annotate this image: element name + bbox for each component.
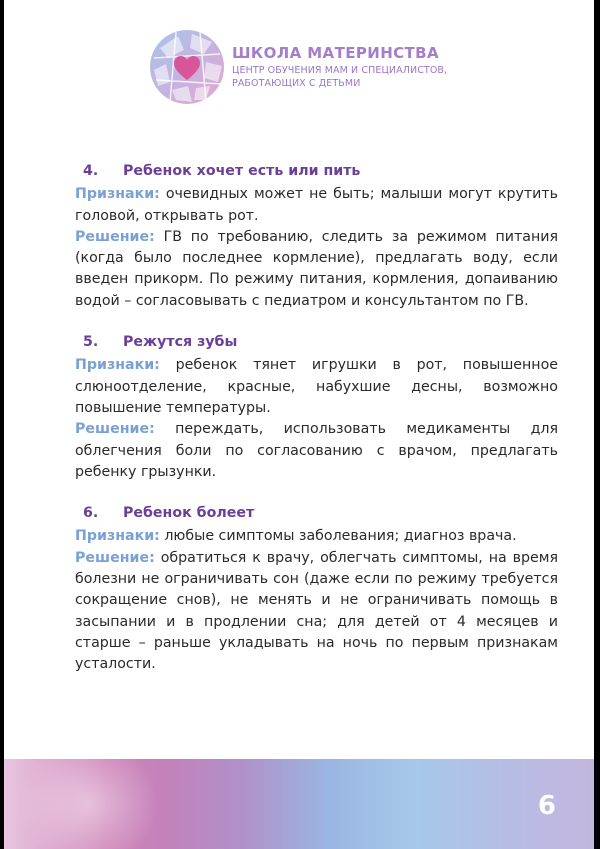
section-heading [75,503,558,524]
brand-subtitle [232,65,447,90]
solution-label: Решение: [75,421,155,438]
section-number: 5. [83,334,99,351]
document-page [4,0,594,849]
signs-text: любые симптомы заболевания; диагноз врача. [164,528,517,545]
solution-paragraph [75,227,558,312]
brand-subtitle-line1: ЦЕНТР ОБУЧЕНИЯ МАМ И СПЕЦИАЛИСТОВ, [232,65,448,76]
signs-paragraph [75,184,558,227]
signs-label: Признаки: [75,186,160,203]
signs-paragraph [75,526,558,547]
signs-label: Признаки: [75,357,160,374]
signs-text: ребенок тянет игрушки в рот, повышенное слюноотделение, красные, набухшие десны, возможно повышение температуры. [75,357,558,416]
solution-paragraph [75,548,558,676]
section-heading [75,332,558,353]
section-sick [75,503,558,675]
main-content [75,161,558,696]
section-title: Режутся зубы [123,334,238,351]
page-number: 6 [537,791,556,821]
signs-text: очевидных может не быть; малыши могут крутить головой, открывать рот. [75,186,558,224]
signs-label: Признаки: [75,528,160,545]
solution-text: ГВ по требованию, следить за режимом питания (когда было последнее кормление), предлагать воду, если введен прикорм. По режиму питания, кормления, допаиванию водой – согласовывать с педиатром и консультантом по ГВ. [75,228,558,309]
section-number: 6. [83,505,99,522]
solution-text: переждать, использовать медикаменты для облегчения боли по согласованию с врачом, предлагать ребенку грызунки. [75,421,559,480]
footer-band [4,759,594,849]
section-title: Ребенок болеет [123,505,255,522]
section-heading [75,161,558,182]
school-logo [148,28,226,106]
section-number: 4. [83,163,99,179]
signs-paragraph [75,355,558,419]
solution-text: обратиться к врачу, облегчать симптомы, на время болезни не ограничивать сон (даже если по режиму требуется сокращение снов), не менять и не ограничивать помощь в засыпании и в продлении сна; для детей от 4 месяцев и старше – раньше укладывать на ночь по первым признакам усталости. [75,549,558,673]
brand-title: ШКОЛА МАТЕРИНСТВА [232,44,440,62]
section-title: Ребенок хочет есть или пить [123,163,361,179]
section-teething [75,332,558,483]
solution-label: Решение: [75,549,155,566]
section-hungry [75,161,558,312]
brand-subtitle-line2: РАБОТАЮЩИХ С ДЕТЬМИ [232,77,361,89]
solution-label: Решение: [75,228,155,245]
solution-paragraph [75,419,558,483]
